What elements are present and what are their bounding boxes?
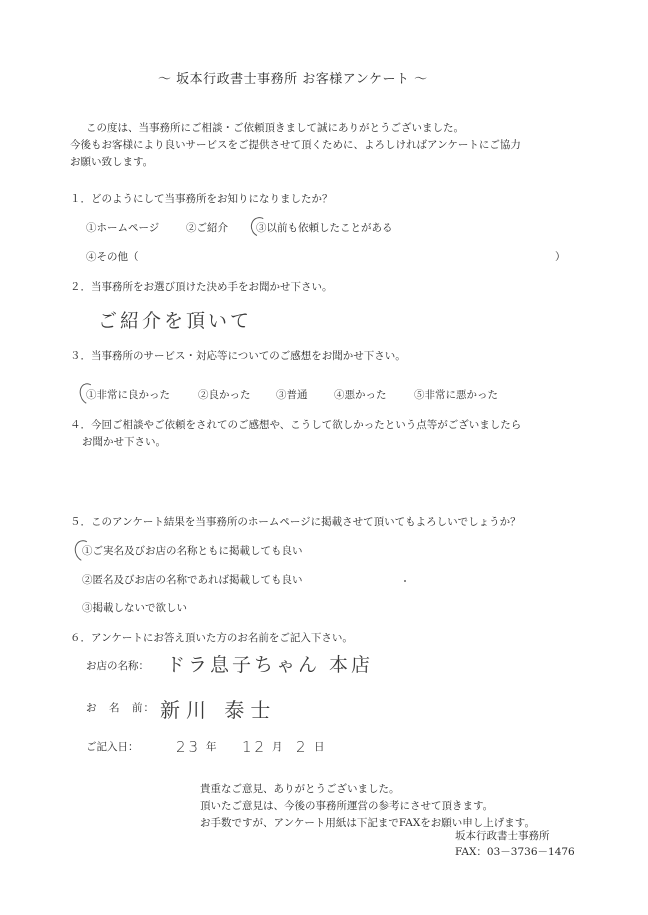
q1-option-1: ①ホームページ xyxy=(86,222,160,234)
footer-office-name: 坂本行政書士事務所 xyxy=(455,830,550,842)
footer-line-1: 貴重なご意見、ありがとうございました。 xyxy=(200,783,400,795)
q1-option-3: ③以前も依頼したことがある xyxy=(256,222,393,234)
q1-selection-mark xyxy=(248,215,272,240)
date-label: ご記入日： xyxy=(86,741,139,753)
q5-option-2: ②匿名及びお店の名称であれば掲載しても良い xyxy=(82,574,303,586)
intro-line-1: この度は、当事務所にご相談・ご依頼頂きまして誠にありがとうございました。 xyxy=(86,122,464,134)
q2-handwritten-answer: ご紹介を頂いて xyxy=(98,310,253,332)
q2-question: ２．当事務所をお選び頂けた決め手をお聞かせ下さい。 xyxy=(70,281,333,293)
store-name-handwritten: ドラ息子ちゃん 本店 xyxy=(166,654,374,676)
year-unit: 年 xyxy=(206,741,217,753)
customer-name-label: お 名 前： xyxy=(86,702,155,714)
q5-option-3: ③掲載しないで欲しい xyxy=(82,602,187,614)
q6-question: ６．アンケートにお答え頂いた方のお名前をご記入下さい。 xyxy=(70,632,353,644)
footer-fax: FAX：03－3736－1476 xyxy=(455,846,575,858)
intro-line-3: お願い致します。 xyxy=(70,156,154,168)
day-unit: 日 xyxy=(314,741,325,753)
page-title: ～ 坂本行政書士事務所 お客様アンケート ～ xyxy=(158,72,428,87)
q5-option-1: ①ご実名及びお店の名称ともに掲載しても良い xyxy=(82,545,303,557)
footer-line-2: 頂いたご意見は、今後の事務所運営の参考にさせて頂きます。 xyxy=(200,800,494,812)
q3-option-4: ④悪かった xyxy=(334,389,387,401)
q1-other-close: ） xyxy=(555,251,566,263)
q4-question-line-2: お聞かせ下さい。 xyxy=(82,436,166,448)
footer-line-3: お手数ですが、アンケート用紙は下記までFAXをお願い申し上げます。 xyxy=(200,817,535,829)
q3-option-5: ⑤非常に悪かった xyxy=(414,389,498,401)
q1-question: １．どのようにして当事務所をお知りになりましたか？ xyxy=(70,193,333,205)
q3-option-1: ①非常に良かった xyxy=(86,389,170,401)
q3-selection-mark xyxy=(77,381,100,407)
date-year-handwritten: 23 xyxy=(176,738,202,756)
q5-selection-mark xyxy=(72,538,96,565)
q4-question-line-1: ４．今回ご相談やご依頼をされてのご感想や、こうして欲しかったという点等がございましたら xyxy=(70,419,522,431)
stray-dot xyxy=(404,580,406,582)
q3-option-2: ②良かった xyxy=(198,389,251,401)
date-day-handwritten: 2 xyxy=(296,738,309,756)
month-unit: 月 xyxy=(272,741,283,753)
customer-name-handwritten: 新川 泰士 xyxy=(160,698,277,722)
store-name-label: お店の名称： xyxy=(86,660,149,672)
q1-other-label: ④その他（ xyxy=(86,251,139,263)
date-month-handwritten: 12 xyxy=(242,738,268,756)
q1-option-2: ②ご紹介 xyxy=(186,222,228,234)
q3-option-3: ③普通 xyxy=(276,389,308,401)
q5-question: ５．このアンケート結果を当事務所のホームページに掲載させて頂いてもよろしいでしょうか？ xyxy=(70,516,521,528)
q3-question: ３．当事務所のサービス・対応等についてのご感想をお聞かせ下さい。 xyxy=(70,350,406,362)
intro-line-2: 今後もお客様により良いサービスをご提供させて頂くために、よろしければアンケートにご協力 xyxy=(70,139,521,151)
